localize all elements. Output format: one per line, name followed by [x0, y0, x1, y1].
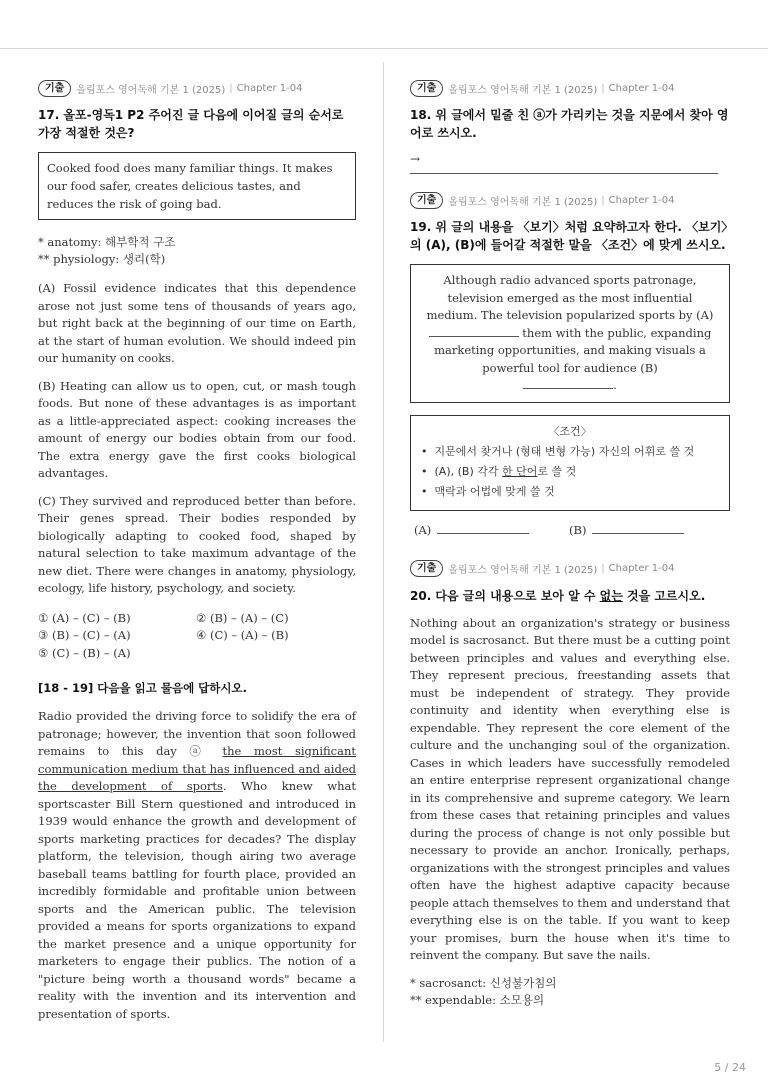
- section-18-19-passage: [38, 708, 356, 1023]
- separator: |: [229, 82, 233, 94]
- passage-before: Radio provided the driving force to solidify the era of patronage; however, the invention that soon followed remains to this day ⓐ: [38, 709, 356, 758]
- q20-passage: Nothing about an organization's strategy or business model is sacrosanct. But there must be a cutting point between principles and values and everything else. They represent precious, freestanding assets that must be independent of strategy. They provide continuity and identity when everything else is expendable. They represent the core element of the culture and the unchanging soul of the organization. Cases in which leaders have successfully remodeled an entire enterprise represent organizational change in its comprehensive and supreme category. We learn from these cases that retaining principles and values during the process of change is not only possible but necessary to provide an anchor. Ironically, perhaps, organizations with the strongest principles and values often have the highest adaptive capacity because people attach themselves to them and understand that everything else is on the table. If you want to keep your promises, burn the house when it's time to reinvent the company. But save the nails.: [410, 615, 730, 962]
- q17-paragraph-a: (A) Fossil evidence indicates that this dependence arose not just some tens of thousands of years ago, but right back at the beginning of our time on Earth, at the start of human evolution. We should indeed pin our humanity on cooks.: [38, 281, 356, 365]
- source-tag-q20: [410, 559, 730, 579]
- source-badge: 기출: [410, 560, 443, 577]
- q19-answers: [414, 523, 730, 537]
- q20-note-2: ** expendable: 소모용의: [410, 992, 545, 1007]
- q17-option-2[interactable]: ② (B) – (A) – (C): [196, 610, 289, 625]
- q18-answer-line[interactable]: [410, 152, 718, 174]
- q17-option-5[interactable]: ⑤ (C) – (B) – (A): [38, 645, 131, 660]
- separator: |: [601, 194, 605, 206]
- q17-note-2: ** physiology: 생리(학): [38, 252, 166, 266]
- condition-1: • 지문에서 찾거나 (형태 변형 가능) 자신의 어휘로 쓸 것: [421, 442, 719, 462]
- q17-title: 17. 올포-영독1 P2 주어진 글 다음에 이어질 글의 순서로 가장 적절한 것은?: [38, 108, 344, 140]
- source-badge: 기출: [410, 80, 443, 97]
- source-chapter: Chapter 1-04: [608, 82, 675, 94]
- summary-part-2: them with the public, expanding marketing opportunities, and making visuals a powerful tool for audience (B): [434, 325, 712, 375]
- source-book: 올림포스 영어독해 기본 1 (2025): [448, 565, 598, 576]
- arrow-icon: →: [410, 152, 421, 166]
- page-indicator: 5 / 24: [714, 1061, 746, 1074]
- source-tag-q18: [410, 78, 730, 98]
- conditions-title: 〈조건〉: [548, 424, 592, 438]
- q19-summary-box: [410, 264, 730, 403]
- q20-title-pre: 20. 다음 글의 내용으로 보아 알 수: [410, 588, 600, 603]
- source-tag-q19: [410, 190, 730, 210]
- header-rule: [0, 48, 768, 49]
- source-tag-q17: [38, 78, 356, 98]
- source-chapter: Chapter 1-04: [608, 563, 675, 574]
- source-chapter: Chapter 1-04: [236, 82, 303, 94]
- condition-2-pre: (A), (B) 각각: [434, 464, 502, 478]
- q17-option-4[interactable]: ④ (C) – (A) – (B): [196, 628, 289, 642]
- q17-option-1[interactable]: ① (A) – (C) – (B): [38, 610, 131, 625]
- source-chapter: Chapter 1-04: [608, 194, 675, 206]
- underlined-phrase-a: the most significant communication medium that has influenced and aided the development of sports: [38, 744, 356, 793]
- separator: |: [601, 563, 605, 574]
- condition-2-underlined: 한 단어: [501, 464, 538, 478]
- right-column: [410, 78, 730, 1009]
- answer-b[interactable]: [569, 523, 684, 537]
- q17-note-1: * anatomy: 해부학적 구조: [38, 235, 176, 249]
- section-18-19-heading: [18 - 19] 다음을 읽고 물음에 답하시오.: [38, 681, 247, 695]
- q17-paragraph-c: (C) They survived and reproduced better than before. Their genes spread. Their bodies responded by biologically adapting to cooked food, shaped by natural selection to take maximum advantage of the new diet. There were changes in anatomy, physiology, ecology, life history, psychology, and society.: [38, 493, 356, 595]
- summary-part-3: .: [613, 378, 617, 392]
- q17-options: [38, 610, 356, 663]
- answer-b-line[interactable]: [592, 524, 684, 534]
- source-badge: 기출: [38, 80, 71, 97]
- q17-paragraph-b: (B) Heating can allow us to open, cut, or mash tough foods. But none of these advantages is as important as a little-appreciated aspect: cooking increases the amount of energy our bodies obtain from our food. The extra energy gave the first cooks biological advantages.: [38, 378, 356, 480]
- blank-a[interactable]: [429, 325, 519, 337]
- q19-title: 19. 위 글의 내용을 〈보기〉처럼 요약하고자 한다. 〈보기〉의 (A), (B)에 들어갈 적절한 말을 〈조건〉에 맞게 쓰시오.: [410, 220, 728, 252]
- condition-3: • 맥락과 어법에 맞게 쓸 것: [421, 482, 719, 502]
- q18-title: 18. 위 글에서 밑줄 친 ⓐ가 가리키는 것을 지문에서 찾아 영어로 쓰시오.: [410, 108, 729, 140]
- source-book: 올림포스 영어독해 기본 1 (2025): [448, 196, 598, 208]
- answer-b-label: (B): [569, 522, 587, 537]
- source-book: 올림포스 영어독해 기본 1 (2025): [448, 84, 598, 96]
- condition-2: [421, 462, 719, 482]
- blank-b[interactable]: [523, 377, 613, 389]
- summary-part-1: Although radio advanced sports patronage, television emerged as the most influential medium. The television popularized sports by (A): [426, 273, 714, 322]
- q20-title-underlined: 없는: [599, 588, 623, 603]
- passage-after: . Who knew what sportscaster Bill Stern questioned and introduced in 1939 would enhance the growth and development of sports marketing practices for decades? The display platform, the television, though airing two average baseball teams battling for fourth place, provided an incredibly formidable and profitable union between sports and the American public. The television provided a means for sports organizations to expand the market presence and a unique opportunity for marketers to engage their publics. The notion of a "picture being worth a thousand words" became a reality with the invention and its intervention and presentation of sports.: [38, 779, 357, 1021]
- answer-a-label: (A): [414, 522, 432, 537]
- q20-note-1: * sacrosanct: 신성불가침의: [410, 975, 557, 990]
- q20-title: [410, 587, 730, 605]
- source-badge: 기출: [410, 192, 443, 209]
- answer-a[interactable]: [414, 523, 569, 537]
- q20-title-post: 것을 고르시오.: [622, 588, 706, 603]
- separator: |: [601, 82, 605, 94]
- column-divider: [383, 62, 384, 1042]
- condition-2-post: 로 쓸 것: [537, 464, 577, 478]
- source-book: 올림포스 영어독해 기본 1 (2025): [76, 84, 226, 96]
- q17-option-3[interactable]: ③ (B) – (C) – (A): [38, 628, 131, 642]
- q19-conditions-box: [410, 415, 730, 511]
- q17-given-text: Cooked food does many familiar things. It makes our food safer, creates delicious tastes, and reduces the risk of going bad.: [38, 152, 356, 220]
- answer-a-line[interactable]: [437, 524, 529, 534]
- left-column: [38, 78, 356, 1033]
